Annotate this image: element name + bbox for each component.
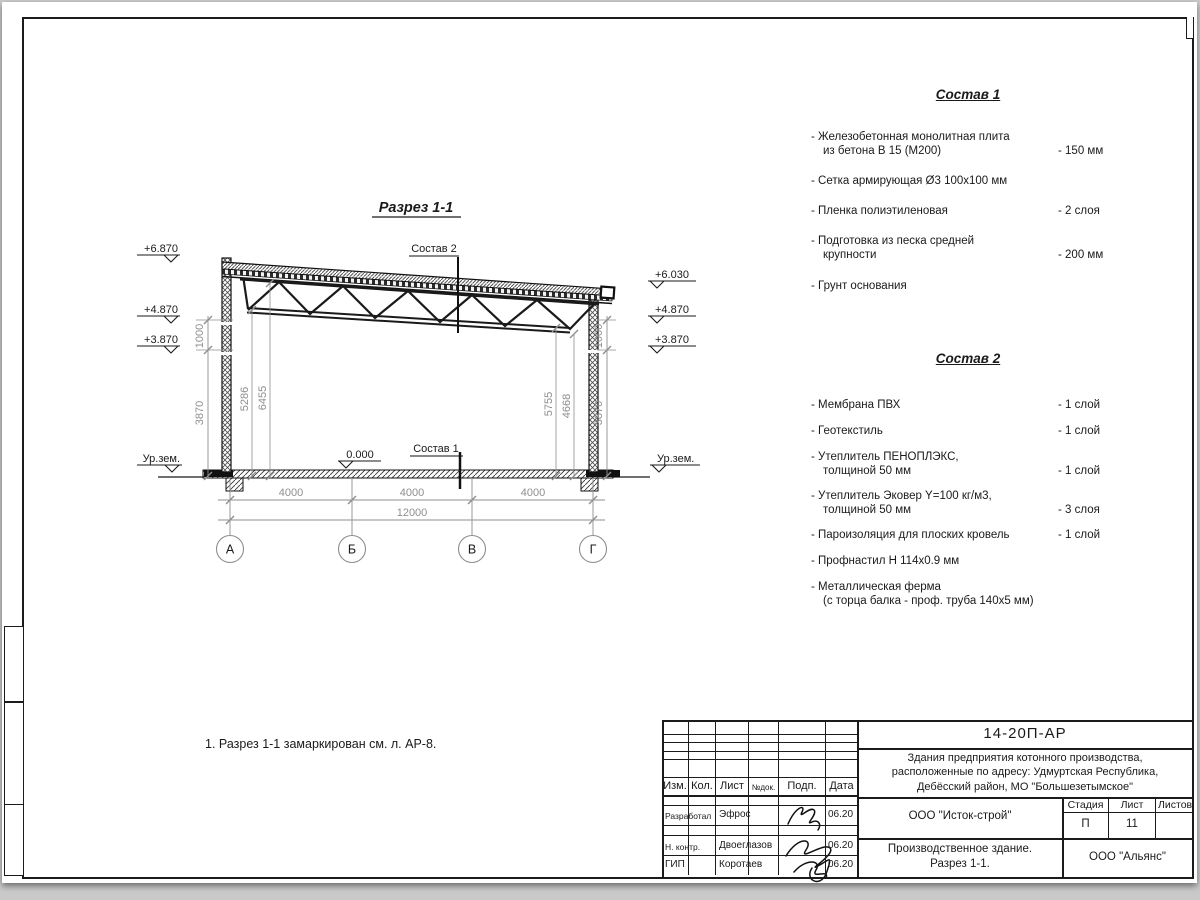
tb-sheet-value: 11 bbox=[1126, 818, 1138, 830]
callout-sostav2: Состав 2 bbox=[411, 243, 457, 255]
tb-stage-value: П bbox=[1081, 818, 1090, 830]
dim-left-1000: 1000 bbox=[194, 323, 206, 349]
tb-sheets-label: Листов bbox=[1158, 799, 1192, 811]
sostav2-item3-value: - 1 слой bbox=[1058, 465, 1101, 477]
sostav2-item5-line1: - Пароизоляция для плоских кровель bbox=[811, 529, 1010, 541]
sostav2-item4-value: - 3 слоя bbox=[1058, 504, 1100, 516]
tb-row2-role: Н. контр. bbox=[665, 842, 701, 852]
tb-row3-role: ГИП bbox=[665, 859, 685, 870]
dim-right-1000: 1000 bbox=[593, 323, 605, 349]
drawing-note: 1. Разрез 1-1 замаркирован см. л. АР-8. bbox=[205, 737, 437, 751]
sostav2-item7-line1: - Металлическая ферма bbox=[811, 581, 941, 593]
sostav1-item1-line1: - Железобетонная монолитная плита bbox=[811, 131, 1010, 143]
sostav2-item1-line1: - Мембрана ПВХ bbox=[811, 399, 901, 411]
tb-row3-name: Коротаев bbox=[719, 859, 763, 870]
tb-stage-label: Стадия bbox=[1067, 799, 1104, 811]
sostav2-item5-value: - 1 слой bbox=[1058, 529, 1101, 541]
tb-row3-date: 06.20 bbox=[828, 859, 854, 870]
sostav2-item3-line2: толщиной 50 мм bbox=[823, 465, 912, 477]
elev-left-1: +6.870 bbox=[144, 243, 178, 255]
ground-label-right: Ур.зем. bbox=[657, 453, 695, 465]
dim-inner-5286: 5286 bbox=[239, 386, 251, 412]
tb-row2-date: 06.20 bbox=[828, 840, 854, 851]
dim-span-3: 4000 bbox=[520, 487, 546, 499]
elev-right-1: +6.030 bbox=[655, 269, 689, 281]
dim-inner-5755: 5755 bbox=[543, 391, 555, 417]
tb-col-list: Лист bbox=[720, 780, 744, 792]
sostav2-heading bbox=[803, 352, 1133, 366]
tb-col-data: Дата bbox=[829, 780, 854, 792]
dim-inner-6455: 6455 bbox=[257, 385, 269, 411]
sostav2-item3-line1: - Утеплитель ПЕНОПЛЭКС, bbox=[811, 451, 959, 463]
left-wall bbox=[221, 258, 233, 472]
sostav2-item2-value: - 1 слой bbox=[1058, 425, 1101, 437]
elev-left-3: +3.870 bbox=[144, 334, 178, 346]
dim-span-1: 4000 bbox=[278, 487, 304, 499]
elev-right-2: +4.870 bbox=[655, 304, 689, 316]
sostav1-item1-line2: из бетона В 15 (М200) bbox=[823, 145, 942, 157]
sostav1-item4-line1: - Подготовка из песка средней bbox=[811, 235, 975, 247]
ground-label-left: Ур.зем. bbox=[142, 453, 180, 465]
tb-row1-role: Разработал bbox=[665, 811, 712, 821]
sostav2-item4-line1: - Утеплитель Эковер Y=100 кг/м3, bbox=[811, 490, 992, 502]
dim-right-3870: 3870 bbox=[593, 400, 605, 426]
tb-doc-number: 14-20П-АР bbox=[983, 725, 1067, 742]
sostav1-heading-text: Состав 1 bbox=[935, 87, 1001, 102]
sostav1-item1-value: - 150 мм bbox=[1058, 145, 1104, 157]
sostav1-item3-value: - 2 слоя bbox=[1058, 205, 1100, 217]
section-title: Разрез 1-1 bbox=[378, 200, 454, 216]
callout-sostav1: Состав 1 bbox=[413, 443, 459, 455]
tb-sheet-label: Лист bbox=[1120, 799, 1144, 811]
dim-left-3870: 3870 bbox=[194, 400, 206, 426]
sostav2-item6-line1: - Профнастил Н 114х0.9 мм bbox=[811, 555, 960, 567]
tb-contractor-org: ООО "Альянс" bbox=[1089, 851, 1166, 863]
tb-row2-name: Двоеглазов bbox=[719, 840, 773, 851]
tb-col-kol: Кол. bbox=[691, 780, 713, 792]
tb-project-line2: расположенные по адресу: Удмуртская Республика, bbox=[891, 766, 1159, 778]
axis-label-g: Г bbox=[589, 542, 597, 557]
sostav2-item7-line2: (с торца балка - проф. труба 140х5 мм) bbox=[823, 595, 1034, 607]
sostav1-item2-line1: - Сетка армирующая Ø3 100х100 мм bbox=[811, 175, 1008, 187]
sostav1-item3-line1: - Пленка полиэтиленовая bbox=[811, 205, 948, 217]
tb-object-line1: Производственное здание. bbox=[887, 843, 1033, 855]
sostav2-item4-line2: толщиной 50 мм bbox=[823, 504, 912, 516]
sostav1-item4-line2: крупности bbox=[823, 249, 877, 261]
tb-row1-name: Эфрос bbox=[719, 809, 751, 820]
tb-object-line2: Разрез 1-1. bbox=[930, 858, 990, 870]
sostav2-item1-value: - 1 слой bbox=[1058, 399, 1101, 411]
sostav1-item4-value: - 200 мм bbox=[1058, 249, 1104, 261]
dim-inner-4668: 4668 bbox=[561, 393, 573, 419]
tb-col-podp: Подп. bbox=[787, 780, 817, 792]
elev-left-2: +4.870 bbox=[144, 304, 178, 316]
tb-col-izm: Изм. bbox=[663, 780, 687, 792]
axis-label-b: Б bbox=[347, 542, 357, 557]
tb-designer-org: ООО "Исток-строй" bbox=[908, 810, 1012, 822]
tb-col-ndok: №док. bbox=[751, 783, 776, 792]
dim-total: 12000 bbox=[396, 507, 428, 519]
sostav1-item5-line1: - Грунт основания bbox=[811, 280, 907, 292]
sostav2-heading-text: Состав 2 bbox=[935, 351, 1001, 366]
tb-project-line1: Здания предприятия котонного производства, bbox=[907, 752, 1143, 764]
sostav1-heading bbox=[803, 88, 1133, 102]
tb-project-line3: Дебёсский район, МО "Большезетымское" bbox=[916, 781, 1134, 793]
zero-level-label: 0.000 bbox=[346, 449, 374, 461]
dim-span-2: 4000 bbox=[399, 487, 425, 499]
axis-label-a: А bbox=[225, 542, 235, 557]
elev-right-3: +3.870 bbox=[655, 334, 689, 346]
sostav2-item2-line1: - Геотекстиль bbox=[811, 425, 883, 437]
axis-label-v: В bbox=[467, 542, 477, 557]
tb-row1-date: 06.20 bbox=[828, 809, 854, 820]
